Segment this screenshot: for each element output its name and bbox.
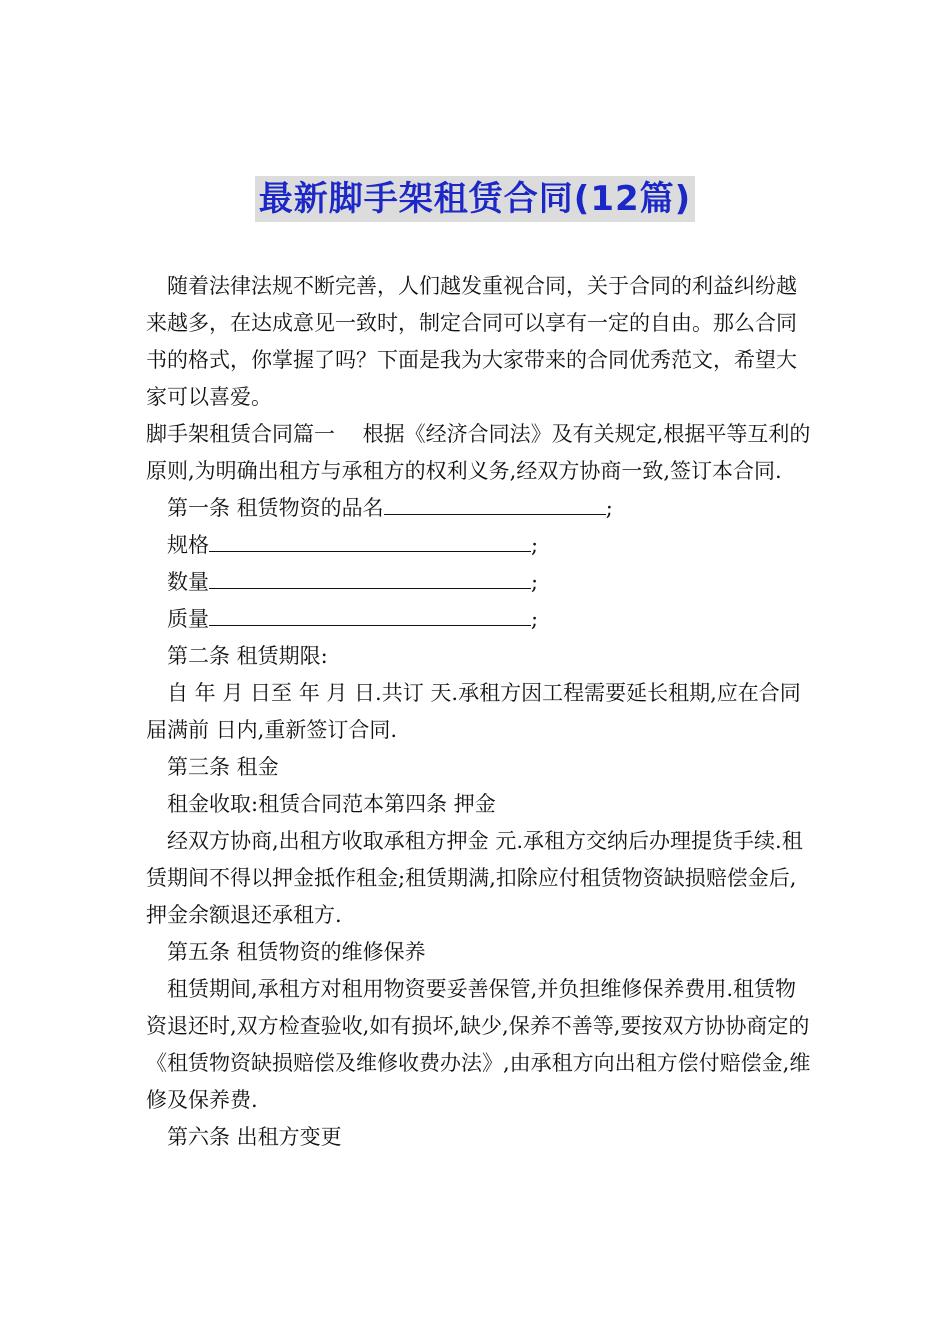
semicolon: ; xyxy=(605,496,613,520)
quantity-line xyxy=(146,564,816,601)
semicolon: ; xyxy=(531,570,539,594)
article-2-heading: 第二条 租赁期限: xyxy=(167,644,328,668)
title-container xyxy=(0,176,950,222)
product-name-blank xyxy=(384,492,606,515)
article-3-heading: 第三条 租金 xyxy=(167,755,279,779)
semicolon: ; xyxy=(531,533,539,557)
document-title: 最新脚手架租赁合同(12篇) xyxy=(255,176,695,222)
quantity-blank xyxy=(209,566,531,589)
quantity-label: 数量 xyxy=(167,570,209,594)
article-2-body: 自 年 月 日至 年 月 日.共订 天.承租方因工程需要延长租期,应在合同届满前 日内,重新签订合同. xyxy=(146,681,801,742)
article-1-line xyxy=(146,490,816,527)
spec-label: 规格 xyxy=(167,533,209,557)
preamble-paragraph: 脚手架租赁合同篇一 根据《经济合同法》及有关规定,根据平等互利的原则,为明确出租方与承租方的权利义务,经双方协商一致,签订本合同. xyxy=(146,422,811,483)
quality-label: 质量 xyxy=(167,607,209,631)
article-6-heading: 第六条 出租方变更 xyxy=(167,1125,342,1149)
article-5-body: 租赁期间,承租方对租用物资要妥善保管,并负担维修保养费用.租赁物资退还时,双方检查验收,如有损坏,缺少,保养不善等,要按双方协协商定的《租赁物资缺损赔偿及维修收费办法》,由承租方向出租方偿付赔偿金,维修及保养费. xyxy=(146,977,811,1112)
article-1-label: 第一条 租赁物资的品名 xyxy=(167,496,384,520)
article-3-body: 租金收取:租赁合同范本第四条 押金 xyxy=(167,792,496,816)
quality-line xyxy=(146,601,816,638)
document-body xyxy=(146,268,816,1156)
deposit-body: 经双方协商,出租方收取承租方押金 元.承租方交纳后办理提货手续.租赁期间不得以押金抵作租金;租赁期满,扣除应付租赁物资缺损赔偿金后,押金余额退还承租方. xyxy=(146,829,803,927)
intro-paragraph: 随着法律法规不断完善，人们越发重视合同，关于合同的利益纠纷越来越多，在达成意见一致时，制定合同可以享有一定的自由。那么合同书的格式，你掌握了吗？下面是我为大家带来的合同优秀范文，希望大家可以喜爱。 xyxy=(146,274,797,409)
semicolon: ; xyxy=(531,607,539,631)
spec-line xyxy=(146,527,816,564)
article-5-heading: 第五条 租赁物资的维修保养 xyxy=(167,940,426,964)
spec-blank xyxy=(209,529,531,552)
quality-blank xyxy=(209,603,531,626)
